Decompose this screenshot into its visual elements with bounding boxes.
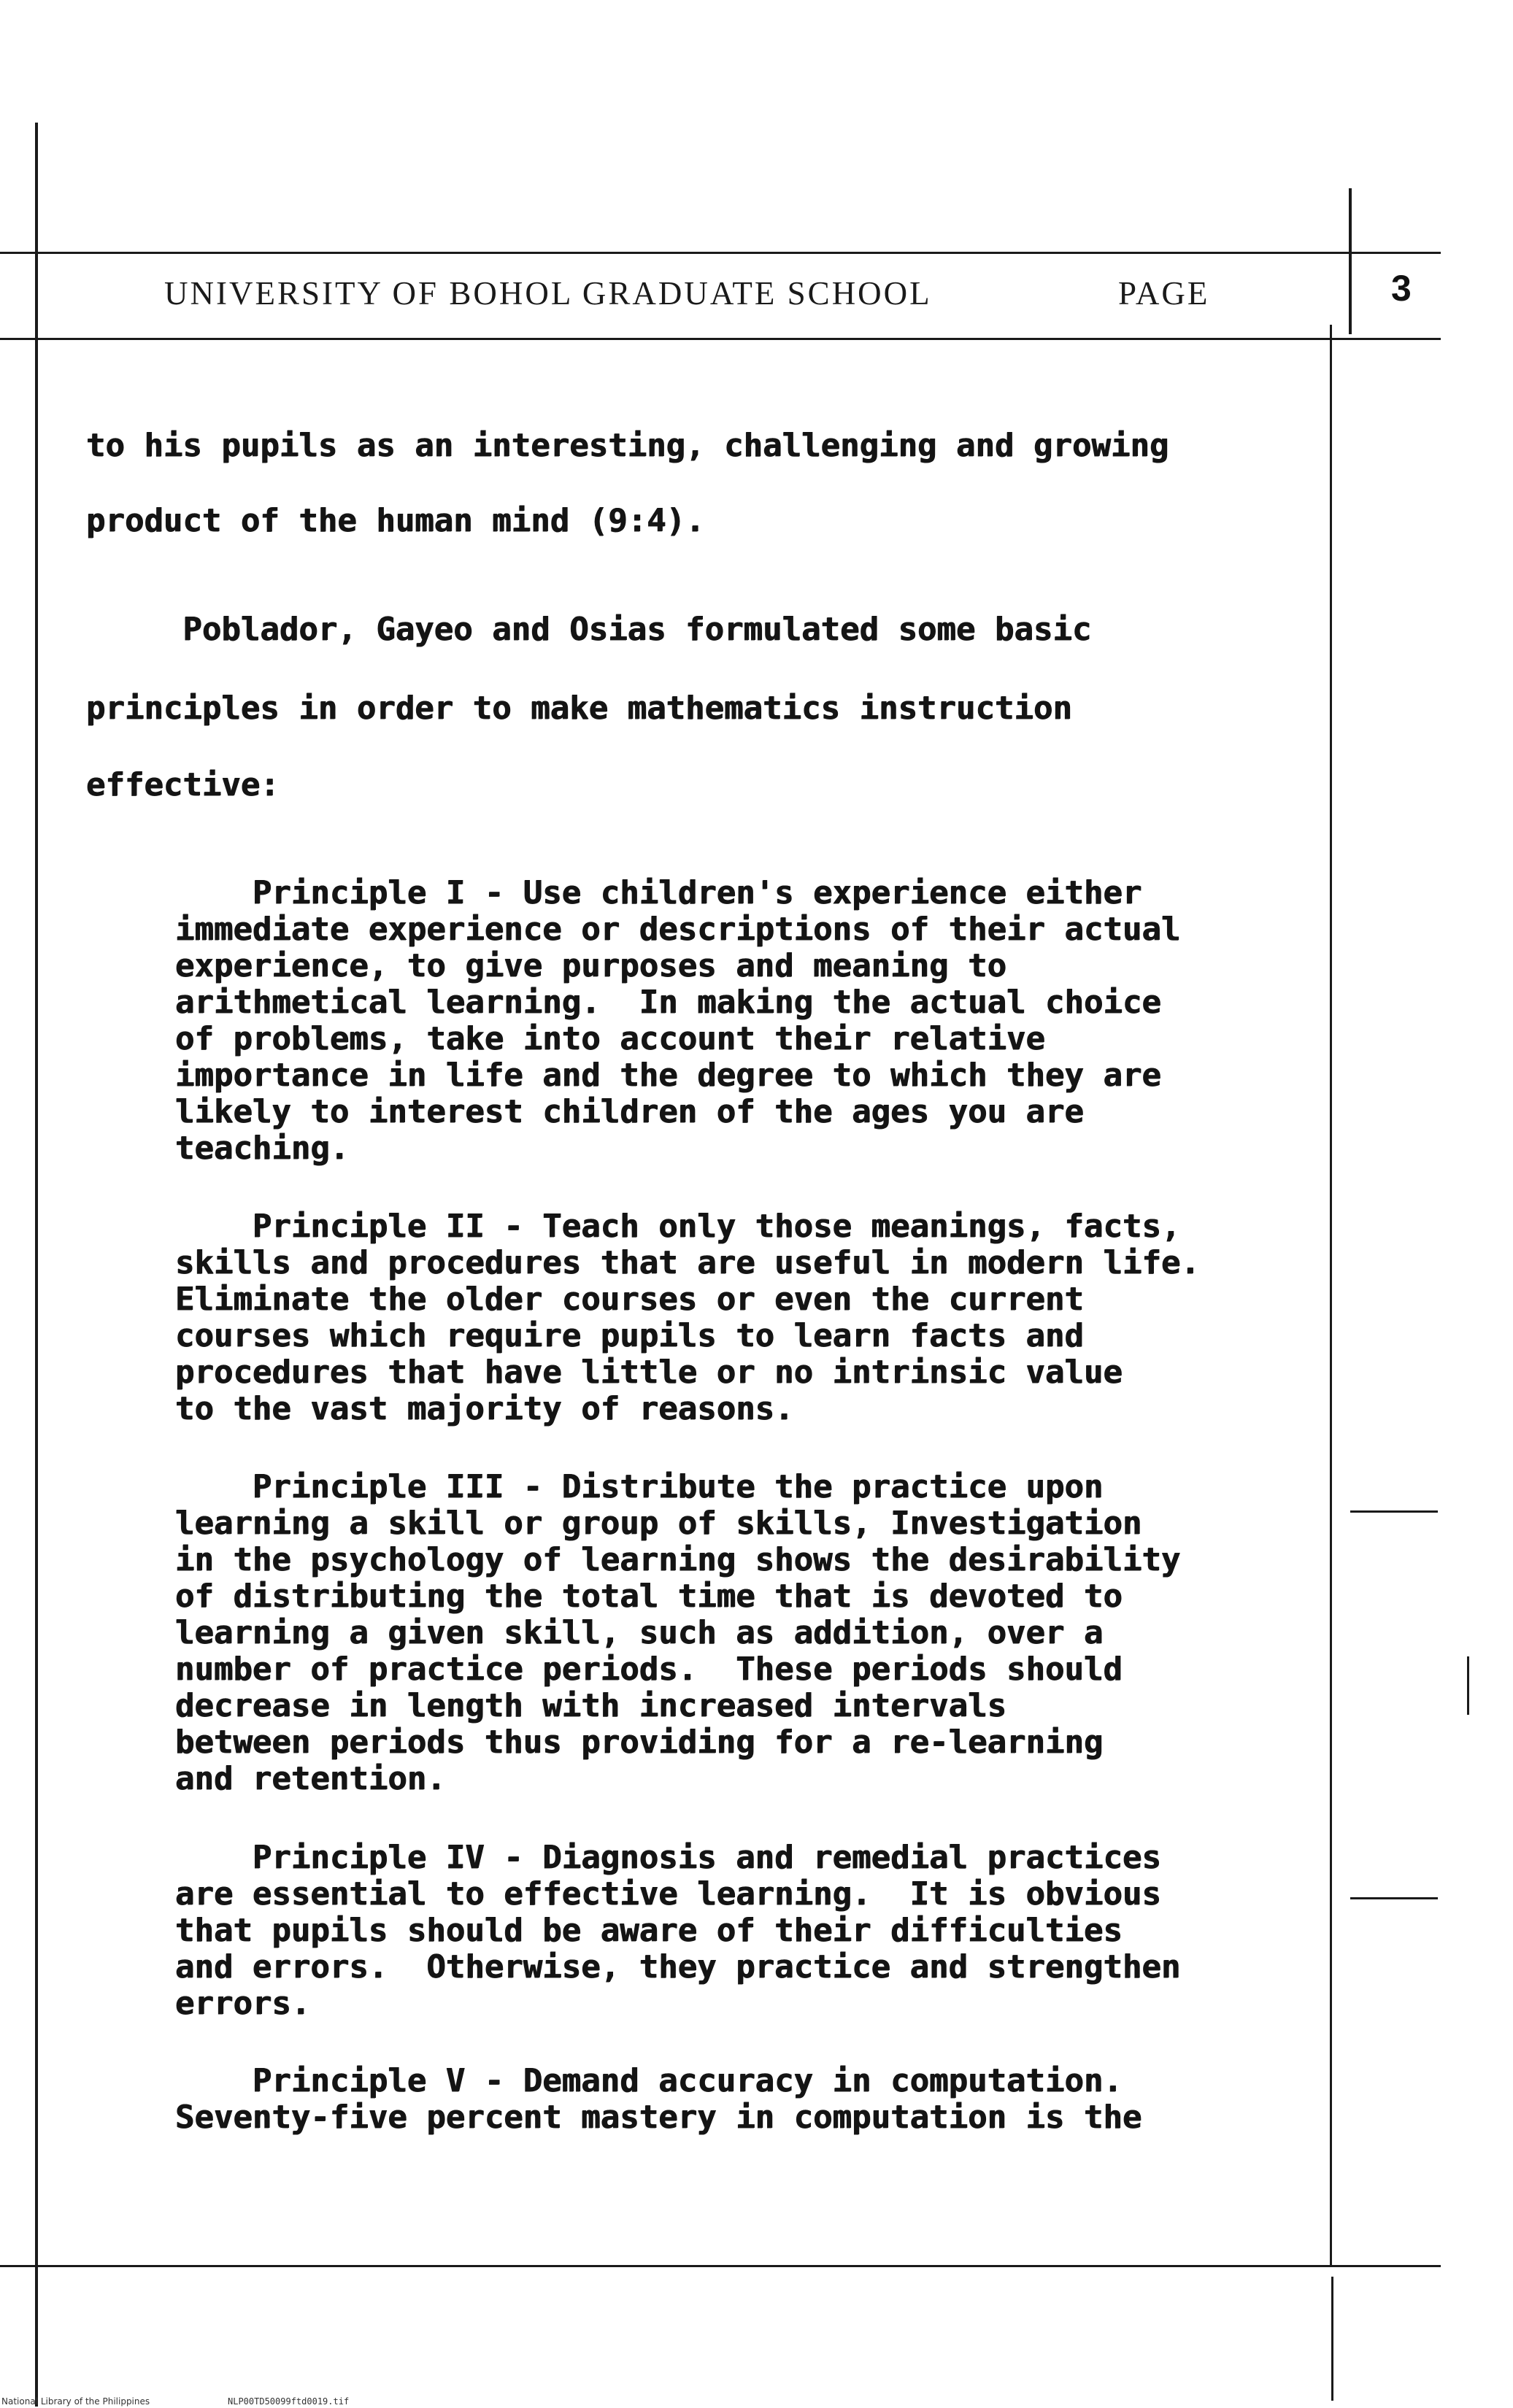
principle-line: that pupils should be aware of their difficulties <box>175 1912 1123 1949</box>
right-margin-rule-top <box>1349 188 1352 334</box>
principle-line: and errors. Otherwise, they practice and strengthen <box>175 1948 1181 1986</box>
principle-line: errors. <box>175 1985 311 2022</box>
footer-filename: NLP00TD50099ftd0019.tif <box>228 2396 350 2407</box>
right-edge-tick <box>1350 1510 1438 1513</box>
header-page-number: 3 <box>1391 268 1412 309</box>
body-line: principles in order to make mathematics instruction <box>86 690 1073 727</box>
principle-line: in the psychology of learning shows the desirability <box>175 1541 1181 1578</box>
right-margin-rule-bottom <box>1331 2277 1333 2401</box>
body-line: Poblador, Gayeo and Osias formulated some basic <box>86 611 1092 648</box>
header-title: UNIVERSITY OF BOHOL GRADUATE SCHOOL <box>164 275 932 312</box>
principle-line: decrease in length with increased intervals <box>175 1687 1007 1724</box>
principle-line: number of practice periods. These periods should <box>175 1651 1123 1688</box>
right-edge-tick <box>1350 1897 1438 1899</box>
principle-line: learning a given skill, such as addition, over a <box>175 1614 1104 1651</box>
principle-line: Eliminate the older courses or even the current <box>175 1281 1085 1318</box>
principle-line: experience, to give purposes and meaning to <box>175 947 1007 984</box>
right-margin-rule <box>1330 325 1332 2266</box>
body-line: effective: <box>86 766 280 803</box>
principle-line: immediate experience or descriptions of their actual <box>175 911 1181 948</box>
principle-line: importance in life and the degree to which they are <box>175 1057 1162 1094</box>
body-line: to his pupils as an interesting, challenging and growing <box>86 427 1169 464</box>
principle-line: courses which require pupils to learn facts and <box>175 1317 1085 1354</box>
right-edge-mark <box>1467 1656 1469 1715</box>
principle-line: of distributing the total time that is devoted to <box>175 1578 1123 1615</box>
principle-line: are essential to effective learning. It is obvious <box>175 1875 1162 1913</box>
principle-line: Principle II - Teach only those meanings, facts, <box>175 1208 1181 1245</box>
body-line: product of the human mind (9:4). <box>86 502 705 539</box>
principle-line: arithmetical learning. In making the actual choice <box>175 984 1162 1021</box>
principle-line: Seventy-five percent mastery in computation is the <box>175 2099 1142 2136</box>
header-top-rule <box>0 252 1441 254</box>
principle-line: of problems, take into account their relative <box>175 1020 1046 1057</box>
principle-line: skills and procedures that are useful in modern life. <box>175 1244 1200 1281</box>
footer-credit: National Library of the Philippines <box>1 2396 150 2407</box>
principle-line: Principle I - Use children's experience either <box>175 874 1142 911</box>
principle-line: Principle III - Distribute the practice upon <box>175 1468 1104 1505</box>
principle-line: Principle IV - Diagnosis and remedial practices <box>175 1839 1162 1876</box>
principle-line: likely to interest children of the ages you are <box>175 1093 1085 1130</box>
header-page-label: PAGE <box>1118 275 1210 312</box>
header-bottom-rule <box>0 338 1441 340</box>
principle-line: between periods thus providing for a re-learning <box>175 1724 1104 1761</box>
bottom-frame-rule <box>0 2265 1441 2267</box>
principle-line: procedures that have little or no intrinsic value <box>175 1354 1123 1391</box>
principle-line: teaching. <box>175 1130 350 1167</box>
left-margin-rule <box>35 123 38 2407</box>
principle-line: to the vast majority of reasons. <box>175 1390 794 1427</box>
principle-line: and retention. <box>175 1760 446 1797</box>
principle-line: Principle V - Demand accuracy in computation. <box>175 2062 1123 2099</box>
principle-line: learning a skill or group of skills, Investigation <box>175 1505 1142 1542</box>
